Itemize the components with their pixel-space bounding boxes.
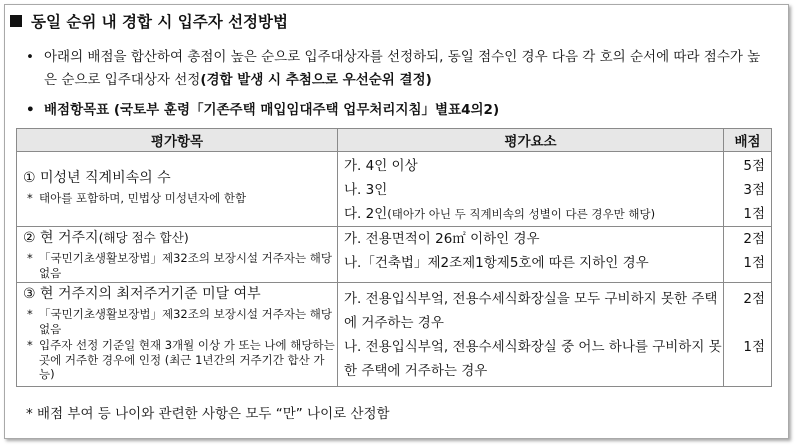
table-row [17, 283, 772, 387]
footnote: * 배점 부여 등 나이와 관련한 사항은 모두 “만” 나이로 산정함 [26, 406, 390, 422]
score-table [16, 128, 772, 387]
score-table-title: 배점항목표 (국토부 훈령「기존주택 매입임대주택 업무처리지침」별표4의2) [44, 102, 500, 118]
eval-note: * 「국민기초생활보장법」제32조의 보장시설 거주자는 해당 없음 [27, 251, 332, 280]
score-value: 1점 [743, 206, 765, 222]
rule-bold-text: (경합 발생 시 추첨으로 우선순위 결정) [200, 72, 432, 88]
table-row [17, 227, 772, 283]
asterisk-icon: * [27, 191, 33, 205]
eval-item-note: (해당 점수 합산) [98, 230, 189, 245]
section-heading [10, 10, 288, 32]
criterion: 나.「건축법」제2조제1항제5호에 따른 지하인 경우 [344, 255, 649, 271]
heading-text: 동일 순위 내 경합 시 입주자 선정방법 [31, 13, 288, 31]
eval-item: ① 미성년 직계비속의 수 [23, 170, 171, 186]
eval-item: ③ 현 거주지의 최저주거기준 미달 여부 [23, 286, 261, 302]
eval-item: ② 현 거주지(해당 점수 합산) [23, 230, 189, 246]
bullet-dot-icon: • [26, 102, 35, 118]
rule-text: 아래의 배점을 합산하여 총점이 높은 순으로 입주대상자를 선정하되, 동일 점수인 경우 다음 각 호의 순서에 따라 점수가 높은 순으로 입주대상자 선정 [44, 49, 761, 88]
eval-note: * 「국민기초생활보장법」제32조의 보장시설 거주자는 해당 없음 [27, 307, 332, 336]
header-eval-item: 평가항목 [17, 129, 338, 152]
criterion: 가. 전용면적이 26㎡ 이하인 경우 [344, 231, 540, 247]
criterion-note: (태아가 아닌 두 직계비속의 성별이 다른 경우만 해당) [387, 207, 656, 221]
eval-note: * 입주자 선정 기준일 현재 3개월 이상 가 또는 나에 해당하는 곳에 거주한 경우에 인정 (최근 1년간의 거주기간 합산 가능) [27, 338, 335, 381]
square-bullet-icon [10, 15, 22, 27]
table-header-row [17, 129, 772, 152]
score-value: 5점 [743, 158, 765, 174]
bullet-dot-icon: • [26, 49, 34, 65]
header-eval-criteria: 평가요소 [338, 129, 724, 152]
asterisk-icon: * [27, 251, 33, 265]
score-value: 3점 [743, 182, 765, 198]
bullet-dot-icon: * [27, 338, 33, 352]
asterisk-icon: * [27, 307, 33, 321]
score-value: 2점 [743, 231, 765, 247]
criterion: 다. 2인(태아가 아닌 두 직계비속의 성별이 다른 경우만 해당) [344, 206, 656, 222]
score-value: 2점 [743, 291, 765, 307]
score-value: 1점 [743, 339, 765, 355]
score-value: 1점 [743, 255, 765, 271]
criterion: 나. 전용입식부엌, 전용수세식화장실 중 어느 하나를 구비하지 못한 주택에 거주하는 경우 [344, 339, 722, 379]
header-score: 배점 [724, 129, 772, 152]
bullet-score-table-title [26, 99, 499, 122]
bullet-selection-rule [26, 46, 771, 92]
eval-note: * 태아를 포함하며, 민법상 미성년자에 한함 [27, 191, 247, 205]
table-row [17, 152, 772, 227]
criterion: 가. 전용입식부엌, 전용수세식화장실을 모두 구비하지 못한 주택에 거주하는 경우 [344, 291, 718, 331]
criterion: 나. 3인 [344, 182, 388, 198]
criterion: 가. 4인 이상 [344, 158, 418, 174]
